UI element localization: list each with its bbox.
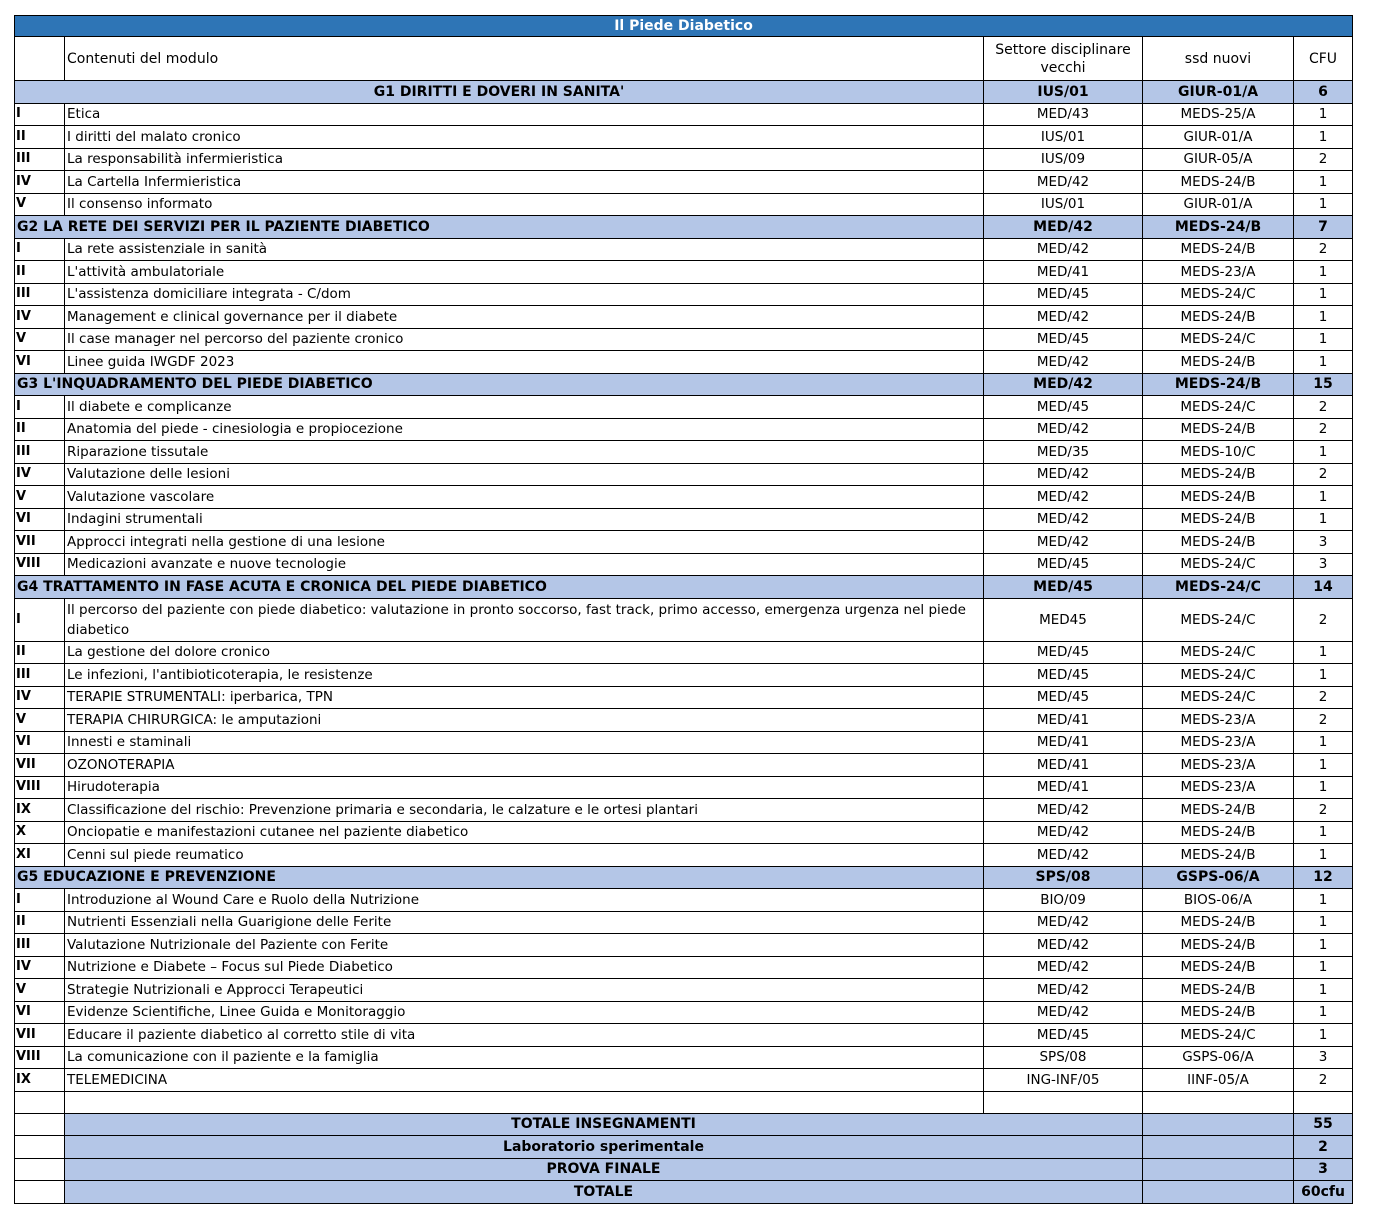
row-number: V — [15, 486, 65, 509]
row-cfu: 1 — [1294, 911, 1353, 934]
row-new-ssd: MEDS-24/B — [1143, 351, 1294, 374]
row-old-sector: MED/45 — [984, 396, 1143, 419]
row-content: Riparazione tissutale — [65, 441, 984, 464]
table-row — [15, 731, 1353, 754]
row-new-ssd: MEDS-23/A — [1143, 754, 1294, 777]
table-row — [15, 1046, 1353, 1069]
row-cfu: 1 — [1294, 776, 1353, 799]
table-row — [15, 103, 1353, 126]
row-new-ssd: MEDS-24/B — [1143, 956, 1294, 979]
table-row — [15, 396, 1353, 419]
row-old-sector: BIO/09 — [984, 889, 1143, 912]
row-cfu: 1 — [1294, 306, 1353, 329]
table-row — [15, 351, 1353, 374]
row-old-sector: ING-INF/05 — [984, 1069, 1143, 1092]
blank-row — [15, 1091, 1353, 1113]
table-row — [15, 1024, 1353, 1047]
group-new-ssd: MEDS-24/B — [1143, 373, 1294, 396]
group-old-sector: MED/42 — [984, 373, 1143, 396]
group-new-ssd: MEDS-24/C — [1143, 576, 1294, 599]
row-old-sector: MED/42 — [984, 799, 1143, 822]
row-number: II — [15, 911, 65, 934]
row-old-sector: MED/42 — [984, 508, 1143, 531]
table-row — [15, 441, 1353, 464]
group-name: G2 LA RETE DEI SERVIZI PER IL PAZIENTE DIABETICO — [15, 216, 984, 239]
row-number: II — [15, 418, 65, 441]
row-new-ssd: GIUR-05/A — [1143, 148, 1294, 171]
total-label: TOTALE INSEGNAMENTI — [65, 1113, 1143, 1136]
header-ssd: ssd nuovi — [1143, 37, 1294, 81]
row-cfu: 2 — [1294, 463, 1353, 486]
row-old-sector: MED/42 — [984, 821, 1143, 844]
row-cfu: 1 — [1294, 754, 1353, 777]
row-content: Nutrienti Essenziali nella Guarigione delle Ferite — [65, 911, 984, 934]
table-row — [15, 799, 1353, 822]
row-content: Il percorso del paziente con piede diabetico: valutazione in pronto soccorso, fast track, primo accesso, emergenza urgenza nel piede diabetico — [65, 598, 984, 641]
row-cfu: 2 — [1294, 598, 1353, 641]
row-new-ssd: MEDS-23/A — [1143, 731, 1294, 754]
group-row — [15, 216, 1353, 239]
row-cfu: 1 — [1294, 441, 1353, 464]
blank-cell — [1143, 1091, 1294, 1113]
row-content: Linee guida IWGDF 2023 — [65, 351, 984, 374]
row-cfu: 2 — [1294, 686, 1353, 709]
row-cfu: 2 — [1294, 418, 1353, 441]
table-row — [15, 776, 1353, 799]
row-new-ssd: GSPS-06/A — [1143, 1046, 1294, 1069]
row-content: Nutrizione e Diabete – Focus sul Piede Diabetico — [65, 956, 984, 979]
row-new-ssd: MEDS-24/B — [1143, 911, 1294, 934]
row-new-ssd: MEDS-24/C — [1143, 283, 1294, 306]
row-content: Hirudoterapia — [65, 776, 984, 799]
group-old-sector: MED/45 — [984, 576, 1143, 599]
row-old-sector: MED/42 — [984, 531, 1143, 554]
row-old-sector: MED/42 — [984, 844, 1143, 867]
row-cfu: 1 — [1294, 508, 1353, 531]
row-number: VIII — [15, 1046, 65, 1069]
table-row — [15, 261, 1353, 284]
row-new-ssd: MEDS-24/B — [1143, 486, 1294, 509]
table-row — [15, 531, 1353, 554]
row-content: L'attività ambulatoriale — [65, 261, 984, 284]
row-number: I — [15, 396, 65, 419]
table-row — [15, 934, 1353, 957]
group-name: G1 DIRITTI E DOVERI IN SANITA' — [15, 81, 984, 104]
row-new-ssd: MEDS-24/B — [1143, 979, 1294, 1002]
row-number: III — [15, 283, 65, 306]
row-new-ssd: MEDS-24/C — [1143, 598, 1294, 641]
row-old-sector: MED/42 — [984, 463, 1143, 486]
table-row — [15, 508, 1353, 531]
row-cfu: 3 — [1294, 531, 1353, 554]
row-old-sector: MED/35 — [984, 441, 1143, 464]
row-number: VII — [15, 754, 65, 777]
row-old-sector: MED/45 — [984, 1024, 1143, 1047]
row-cfu: 1 — [1294, 171, 1353, 194]
group-row — [15, 576, 1353, 599]
group-cfu: 14 — [1294, 576, 1353, 599]
group-old-sector: MED/42 — [984, 216, 1143, 239]
table-row — [15, 709, 1353, 732]
row-cfu: 2 — [1294, 1069, 1353, 1092]
row-new-ssd: MEDS-24/C — [1143, 396, 1294, 419]
group-row — [15, 373, 1353, 396]
row-content: L'assistenza domiciliare integrata - C/dom — [65, 283, 984, 306]
row-number: VII — [15, 1024, 65, 1047]
header-blank — [15, 37, 65, 81]
row-content: Valutazione vascolare — [65, 486, 984, 509]
table-row — [15, 598, 1353, 641]
row-content: La responsabilità infermieristica — [65, 148, 984, 171]
total-spacer — [1143, 1113, 1294, 1136]
table-row — [15, 553, 1353, 576]
row-number: I — [15, 598, 65, 641]
row-number: III — [15, 664, 65, 687]
row-number: I — [15, 889, 65, 912]
row-cfu: 1 — [1294, 664, 1353, 687]
row-number: V — [15, 979, 65, 1002]
header-row — [15, 37, 1353, 81]
row-number: III — [15, 441, 65, 464]
row-cfu: 1 — [1294, 1024, 1353, 1047]
row-old-sector: MED45 — [984, 598, 1143, 641]
row-cfu: 1 — [1294, 979, 1353, 1002]
row-new-ssd: MEDS-23/A — [1143, 776, 1294, 799]
row-number: VI — [15, 508, 65, 531]
group-new-ssd: GIUR-01/A — [1143, 81, 1294, 104]
row-new-ssd: MEDS-23/A — [1143, 709, 1294, 732]
row-number: II — [15, 126, 65, 149]
row-old-sector: IUS/01 — [984, 126, 1143, 149]
table-row — [15, 306, 1353, 329]
row-content: Indagini strumentali — [65, 508, 984, 531]
total-label: TOTALE — [65, 1181, 1143, 1204]
total-row — [15, 1136, 1353, 1159]
total-spacer — [1143, 1181, 1294, 1204]
group-name: G5 EDUCAZIONE E PREVENZIONE — [15, 866, 984, 889]
row-content: Le infezioni, l'antibioticoterapia, le resistenze — [65, 664, 984, 687]
row-new-ssd: IINF-05/A — [1143, 1069, 1294, 1092]
row-cfu: 1 — [1294, 956, 1353, 979]
total-spacer — [1143, 1158, 1294, 1181]
row-content: La Cartella Infermieristica — [65, 171, 984, 194]
row-cfu: 2 — [1294, 148, 1353, 171]
total-blank — [15, 1158, 65, 1181]
group-cfu: 6 — [1294, 81, 1353, 104]
row-number: XI — [15, 844, 65, 867]
row-content: Onciopatie e manifestazioni cutanee nel paziente diabetico — [65, 821, 984, 844]
table-row — [15, 956, 1353, 979]
row-content: Educare il paziente diabetico al corretto stile di vita — [65, 1024, 984, 1047]
row-new-ssd: MEDS-24/B — [1143, 531, 1294, 554]
group-name: G3 L'INQUADRAMENTO DEL PIEDE DIABETICO — [15, 373, 984, 396]
table-row — [15, 463, 1353, 486]
title-row — [15, 16, 1353, 37]
group-cfu: 12 — [1294, 866, 1353, 889]
row-old-sector: MED/45 — [984, 664, 1143, 687]
row-content: Evidenze Scientifiche, Linee Guida e Monitoraggio — [65, 1001, 984, 1024]
table-row — [15, 664, 1353, 687]
group-row — [15, 866, 1353, 889]
row-new-ssd: MEDS-24/C — [1143, 686, 1294, 709]
row-old-sector: IUS/09 — [984, 148, 1143, 171]
table-row — [15, 283, 1353, 306]
table-title: Il Piede Diabetico — [15, 16, 1353, 37]
row-content: La rete assistenziale in sanità — [65, 238, 984, 261]
row-old-sector: MED/41 — [984, 754, 1143, 777]
row-cfu: 1 — [1294, 889, 1353, 912]
row-new-ssd: MEDS-24/B — [1143, 1001, 1294, 1024]
row-content: Management e clinical governance per il diabete — [65, 306, 984, 329]
row-new-ssd: MEDS-24/C — [1143, 1024, 1294, 1047]
table-row — [15, 328, 1353, 351]
table-row — [15, 686, 1353, 709]
row-number: V — [15, 193, 65, 216]
row-old-sector: MED/43 — [984, 103, 1143, 126]
row-content: Valutazione delle lesioni — [65, 463, 984, 486]
row-new-ssd: GIUR-01/A — [1143, 126, 1294, 149]
blank-cell — [984, 1091, 1143, 1113]
row-number: II — [15, 641, 65, 664]
row-content: Cenni sul piede reumatico — [65, 844, 984, 867]
row-content: Introduzione al Wound Care e Ruolo della Nutrizione — [65, 889, 984, 912]
row-content: Medicazioni avanzate e nuove tecnologie — [65, 553, 984, 576]
row-number: IV — [15, 463, 65, 486]
total-row — [15, 1113, 1353, 1136]
row-content: TERAPIE STRUMENTALI: iperbarica, TPN — [65, 686, 984, 709]
row-new-ssd: MEDS-25/A — [1143, 103, 1294, 126]
group-cfu: 7 — [1294, 216, 1353, 239]
row-content: Etica — [65, 103, 984, 126]
row-old-sector: MED/42 — [984, 171, 1143, 194]
blank-cell — [15, 1091, 65, 1113]
row-number: III — [15, 934, 65, 957]
group-old-sector: IUS/01 — [984, 81, 1143, 104]
row-number: II — [15, 261, 65, 284]
row-cfu: 1 — [1294, 934, 1353, 957]
row-cfu: 1 — [1294, 126, 1353, 149]
row-content: Il case manager nel percorso del paziente cronico — [65, 328, 984, 351]
row-number: VI — [15, 1001, 65, 1024]
row-old-sector: MED/42 — [984, 911, 1143, 934]
row-new-ssd: MEDS-24/B — [1143, 844, 1294, 867]
table-row — [15, 889, 1353, 912]
row-cfu: 2 — [1294, 799, 1353, 822]
table-row — [15, 911, 1353, 934]
row-number: I — [15, 238, 65, 261]
total-blank — [15, 1136, 65, 1159]
row-new-ssd: GIUR-01/A — [1143, 193, 1294, 216]
total-value: 60cfu — [1294, 1181, 1353, 1204]
row-old-sector: MED/45 — [984, 283, 1143, 306]
row-number: VIII — [15, 553, 65, 576]
table-row — [15, 126, 1353, 149]
row-content: I diritti del malato cronico — [65, 126, 984, 149]
row-number: VIII — [15, 776, 65, 799]
total-value: 2 — [1294, 1136, 1353, 1159]
row-cfu: 1 — [1294, 731, 1353, 754]
row-content: Il diabete e complicanze — [65, 396, 984, 419]
table-row — [15, 1001, 1353, 1024]
row-number: VII — [15, 531, 65, 554]
row-cfu: 2 — [1294, 709, 1353, 732]
table-row — [15, 486, 1353, 509]
row-cfu: 3 — [1294, 553, 1353, 576]
row-cfu: 1 — [1294, 283, 1353, 306]
total-blank — [15, 1113, 65, 1136]
group-row — [15, 81, 1353, 104]
total-row — [15, 1158, 1353, 1181]
row-old-sector: IUS/01 — [984, 193, 1143, 216]
row-old-sector: MED/45 — [984, 553, 1143, 576]
total-value: 55 — [1294, 1113, 1353, 1136]
table-row — [15, 193, 1353, 216]
row-new-ssd: MEDS-24/B — [1143, 238, 1294, 261]
row-content: Approcci integrati nella gestione di una lesione — [65, 531, 984, 554]
row-old-sector: MED/41 — [984, 776, 1143, 799]
table-row — [15, 844, 1353, 867]
row-old-sector: MED/42 — [984, 351, 1143, 374]
total-spacer — [1143, 1136, 1294, 1159]
row-number: V — [15, 328, 65, 351]
table-row — [15, 641, 1353, 664]
row-old-sector: MED/42 — [984, 306, 1143, 329]
row-old-sector: MED/45 — [984, 641, 1143, 664]
group-old-sector: SPS/08 — [984, 866, 1143, 889]
row-number: IX — [15, 799, 65, 822]
row-cfu: 2 — [1294, 396, 1353, 419]
total-label: PROVA FINALE — [65, 1158, 1143, 1181]
row-cfu: 1 — [1294, 103, 1353, 126]
row-old-sector: MED/42 — [984, 979, 1143, 1002]
row-new-ssd: MEDS-10/C — [1143, 441, 1294, 464]
row-cfu: 1 — [1294, 261, 1353, 284]
row-content: La comunicazione con il paziente e la famiglia — [65, 1046, 984, 1069]
row-number: IX — [15, 1069, 65, 1092]
row-number: X — [15, 821, 65, 844]
row-old-sector: MED/42 — [984, 934, 1143, 957]
row-new-ssd: MEDS-24/B — [1143, 508, 1294, 531]
row-cfu: 1 — [1294, 1001, 1353, 1024]
row-content: Il consenso informato — [65, 193, 984, 216]
row-new-ssd: MEDS-24/C — [1143, 328, 1294, 351]
row-number: IV — [15, 171, 65, 194]
row-content: OZONOTERAPIA — [65, 754, 984, 777]
row-content: Strategie Nutrizionali e Approcci Terapeutici — [65, 979, 984, 1002]
header-settore: Settore disciplinare vecchi — [984, 37, 1143, 81]
row-cfu: 3 — [1294, 1046, 1353, 1069]
group-new-ssd: MEDS-24/B — [1143, 216, 1294, 239]
row-cfu: 1 — [1294, 193, 1353, 216]
total-row — [15, 1181, 1353, 1204]
blank-cell — [65, 1091, 984, 1113]
row-content: Classificazione del rischio: Prevenzione primaria e secondaria, le calzature e le ortesi plantari — [65, 799, 984, 822]
table-row — [15, 148, 1353, 171]
row-number: I — [15, 103, 65, 126]
row-old-sector: MED/42 — [984, 956, 1143, 979]
row-new-ssd: MEDS-24/B — [1143, 463, 1294, 486]
row-cfu: 1 — [1294, 486, 1353, 509]
row-new-ssd: MEDS-24/B — [1143, 934, 1294, 957]
table-row — [15, 979, 1353, 1002]
row-new-ssd: MEDS-24/B — [1143, 306, 1294, 329]
row-new-ssd: BIOS-06/A — [1143, 889, 1294, 912]
row-number: III — [15, 148, 65, 171]
row-old-sector: MED/41 — [984, 731, 1143, 754]
blank-cell — [1294, 1091, 1353, 1113]
row-number: IV — [15, 956, 65, 979]
row-new-ssd: MEDS-24/B — [1143, 418, 1294, 441]
row-number: VI — [15, 351, 65, 374]
row-content: TELEMEDICINA — [65, 1069, 984, 1092]
table-row — [15, 1069, 1353, 1092]
group-cfu: 15 — [1294, 373, 1353, 396]
row-content: Anatomia del piede - cinesiologia e propiocezione — [65, 418, 984, 441]
group-new-ssd: GSPS-06/A — [1143, 866, 1294, 889]
row-cfu: 1 — [1294, 821, 1353, 844]
row-number: V — [15, 709, 65, 732]
table-row — [15, 238, 1353, 261]
row-old-sector: MED/42 — [984, 418, 1143, 441]
row-new-ssd: MEDS-24/B — [1143, 821, 1294, 844]
row-new-ssd: MEDS-24/C — [1143, 664, 1294, 687]
total-label: Laboratorio sperimentale — [65, 1136, 1143, 1159]
row-new-ssd: MEDS-24/B — [1143, 171, 1294, 194]
row-old-sector: MED/45 — [984, 686, 1143, 709]
row-number: IV — [15, 306, 65, 329]
total-value: 3 — [1294, 1158, 1353, 1181]
table-row — [15, 418, 1353, 441]
table-row — [15, 754, 1353, 777]
row-content: La gestione del dolore cronico — [65, 641, 984, 664]
header-contenuti: Contenuti del modulo — [65, 37, 984, 81]
total-blank — [15, 1181, 65, 1204]
row-old-sector: MED/42 — [984, 1001, 1143, 1024]
row-old-sector: SPS/08 — [984, 1046, 1143, 1069]
table-row — [15, 821, 1353, 844]
row-number: IV — [15, 686, 65, 709]
row-new-ssd: MEDS-24/C — [1143, 641, 1294, 664]
row-new-ssd: MEDS-23/A — [1143, 261, 1294, 284]
row-old-sector: MED/41 — [984, 261, 1143, 284]
row-cfu: 1 — [1294, 844, 1353, 867]
row-number: VI — [15, 731, 65, 754]
curriculum-table — [14, 15, 1353, 1204]
row-content: Valutazione Nutrizionale del Paziente con Ferite — [65, 934, 984, 957]
row-cfu: 1 — [1294, 351, 1353, 374]
row-new-ssd: MEDS-24/C — [1143, 553, 1294, 576]
row-cfu: 1 — [1294, 641, 1353, 664]
row-cfu: 1 — [1294, 328, 1353, 351]
row-old-sector: MED/41 — [984, 709, 1143, 732]
row-cfu: 2 — [1294, 238, 1353, 261]
row-new-ssd: MEDS-24/B — [1143, 799, 1294, 822]
row-old-sector: MED/42 — [984, 486, 1143, 509]
header-cfu: CFU — [1294, 37, 1353, 81]
row-content: Innesti e staminali — [65, 731, 984, 754]
group-name: G4 TRATTAMENTO IN FASE ACUTA E CRONICA DEL PIEDE DIABETICO — [15, 576, 984, 599]
row-old-sector: MED/42 — [984, 238, 1143, 261]
row-old-sector: MED/45 — [984, 328, 1143, 351]
table-row — [15, 171, 1353, 194]
row-content: TERAPIA CHIRURGICA: le amputazioni — [65, 709, 984, 732]
